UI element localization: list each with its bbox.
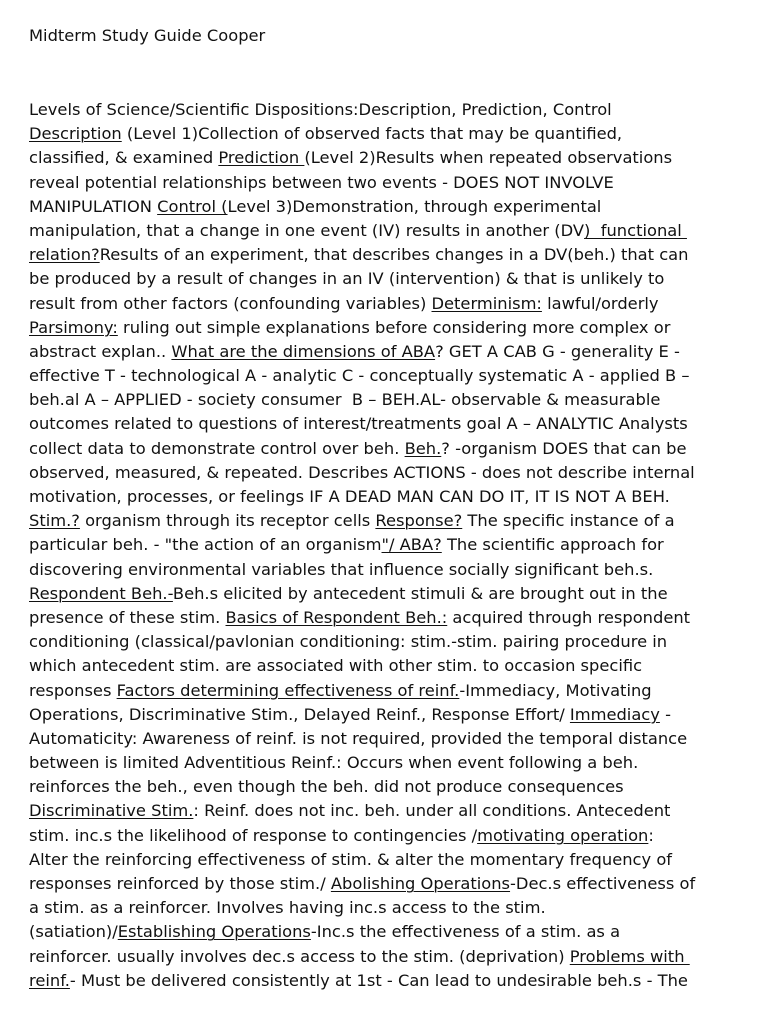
text-line (29, 195, 745, 219)
text-segment: particular beh. - "the action of an organism (29, 535, 382, 555)
text-segment: collect data to demonstrate control over beh. (29, 438, 405, 458)
text-segment: The scientific approach for (441, 535, 664, 555)
text-segment: MANIPULATION (29, 196, 158, 216)
text-segment: Automaticity: Awareness of reinf. is not required, provided the temporal distance (29, 728, 688, 748)
underlined-term: Abolishing Operations (330, 874, 511, 893)
text-line (29, 267, 745, 291)
underlined-term: Control ( (157, 196, 228, 216)
text-segment: discovering environmental variables that influence socially significant beh.s. (29, 559, 654, 579)
text-segment: organism through its receptor cells (79, 511, 376, 531)
text-line (29, 606, 745, 630)
text-line (29, 703, 745, 727)
text-line (29, 582, 745, 606)
text-segment: beh.al A – APPLIED - society consumer B – BEH.AL- observable & measurable (29, 390, 661, 410)
text-line (29, 533, 745, 557)
underlined-term: Parsimony: (29, 317, 118, 337)
text-line (29, 219, 745, 243)
text-line (29, 751, 745, 775)
text-segment: acquired through respondent (447, 607, 691, 627)
text-segment: responses (29, 680, 117, 700)
underlined-term: Description (29, 124, 122, 144)
text-segment: observed, measured, & repeated. Describes ACTIONS - does not describe internal (29, 462, 695, 482)
text-segment: presence of these stim. (29, 607, 226, 627)
text-line (29, 945, 745, 969)
underlined-term: Prediction (218, 148, 305, 168)
underlined-term: motivating operation (477, 825, 649, 845)
text-segment: : (648, 825, 654, 845)
text-line (29, 316, 745, 340)
text-line (29, 98, 745, 122)
underlined-term: Stim.? (29, 511, 80, 531)
text-segment: stim. inc.s the likelihood of response to contingencies / (29, 825, 478, 845)
text-segment: Results of an experiment, that describes changes in a DV(beh.) that can (99, 245, 689, 265)
underlined-term: "/ ABA? (381, 535, 442, 555)
text-line (29, 461, 745, 485)
underlined-term: Determinism: (431, 293, 542, 313)
text-segment: (Level 2)Results when repeated observations (304, 148, 673, 168)
document-title: Midterm Study Guide Cooper (29, 26, 266, 45)
text-line (29, 243, 745, 267)
text-line (29, 727, 745, 751)
text-segment: classified, & examined (29, 148, 219, 168)
text-segment: -Inc.s the effectiveness of a stim. as a (310, 922, 621, 942)
text-segment: lawful/orderly (541, 293, 659, 313)
underlined-term: relation? (29, 245, 100, 265)
underlined-term: Respondent Beh.- (29, 583, 173, 603)
text-segment: reveal potential relationships between two events - DOES NOT INVOLVE (29, 172, 614, 192)
text-segment: - (659, 704, 671, 724)
text-segment: effective T - technological A - analytic C - conceptually systematic A - applied B – (29, 366, 690, 386)
text-segment: reinforces the beh., even though the beh. did not produce consequences (29, 777, 624, 797)
text-segment: abstract explan.. (29, 341, 172, 361)
underlined-term: Beh. (404, 438, 442, 458)
text-segment: outcomes related to questions of interest/treatments goal A – ANALYTIC Analysts (29, 414, 688, 434)
text-line (29, 364, 745, 388)
underlined-term: Factors determining effectiveness of reinf. (116, 680, 460, 700)
text-line (29, 171, 745, 195)
text-line (29, 896, 745, 920)
document-body (29, 98, 745, 993)
underlined-term: ) functional (584, 220, 687, 240)
text-segment: responses reinforced by those stim./ (29, 874, 331, 893)
underlined-term: Response? (375, 511, 463, 531)
text-segment: (satiation)/ (29, 922, 118, 942)
text-segment: Levels of Science/Scientific Dispositions:Description, Prediction, Control (29, 100, 612, 119)
text-line (29, 558, 745, 582)
text-segment: result from other factors (confounding variables) (29, 293, 432, 313)
underlined-term: Basics of Respondent Beh.: (225, 607, 448, 627)
text-line (29, 872, 745, 896)
text-line (29, 388, 745, 412)
text-segment: -Immediacy, Motivating (459, 680, 652, 700)
text-segment: - Must be delivered consistently at 1st - Can lead to undesirable beh.s - The (69, 970, 688, 990)
text-segment: Operations, Discriminative Stim., Delayed Reinf., Response Effort/ (29, 704, 570, 724)
text-segment: Beh.s elicited by antecedent stimuli & are brought out in the (172, 583, 668, 603)
text-line (29, 412, 745, 436)
underlined-term: What are the dimensions of ABA (171, 341, 436, 361)
text-line (29, 509, 745, 533)
text-segment: between is limited Adventitious Reinf.: Occurs when event following a beh. (29, 753, 639, 773)
text-segment: The specific instance of a (462, 511, 675, 531)
text-line (29, 485, 745, 509)
text-segment: Alter the reinforcing effectiveness of stim. & alter the momentary frequency of (29, 849, 673, 869)
text-line (29, 630, 745, 654)
text-line (29, 824, 745, 848)
text-segment: manipulation, that a change in one event (IV) results in another (DV (29, 220, 585, 240)
text-line (29, 969, 745, 993)
text-segment: ruling out simple explanations before considering more complex or (117, 317, 671, 337)
text-line (29, 848, 745, 872)
text-line (29, 799, 745, 823)
underlined-term: Establishing Operations (117, 922, 311, 942)
text-segment: : Reinf. does not inc. beh. under all conditions. Antecedent (193, 801, 671, 821)
text-line (29, 437, 745, 461)
underlined-term: reinf. (29, 970, 70, 990)
text-segment: a stim. as a reinforcer. Involves having inc.s access to the stim. (29, 898, 546, 918)
text-segment: Level 3)Demonstration, through experimental (227, 196, 602, 216)
text-line (29, 292, 745, 316)
text-line (29, 920, 745, 944)
text-line (29, 654, 745, 678)
text-line (29, 340, 745, 364)
text-segment: ? -organism DOES that can be (441, 438, 687, 458)
text-segment: conditioning (classical/pavlonian conditioning: stim.-stim. pairing procedure in (29, 632, 668, 652)
text-segment: ? GET A CAB G - generality E - (435, 341, 680, 361)
text-line (29, 775, 745, 799)
text-segment: reinforcer. usually involves dec.s access to the stim. (deprivation) (29, 946, 570, 966)
text-segment: motivation, processes, or feelings IF A DEAD MAN CAN DO IT, IT IS NOT A BEH. (29, 487, 670, 506)
text-segment: -Dec.s effectiveness of (510, 874, 696, 893)
text-line (29, 146, 745, 170)
text-segment: be produced by a result of changes in an IV (intervention) & that is unlikely to (29, 269, 665, 289)
text-line (29, 122, 745, 146)
text-segment: which antecedent stim. are associated with other stim. to occasion specific (29, 656, 643, 676)
text-segment: (Level 1)Collection of observed facts that may be quantified, (121, 124, 623, 144)
text-line (29, 679, 745, 703)
underlined-term: Immediacy (569, 704, 660, 724)
underlined-term: Problems with (569, 946, 690, 966)
underlined-term: Discriminative Stim. (29, 801, 194, 821)
